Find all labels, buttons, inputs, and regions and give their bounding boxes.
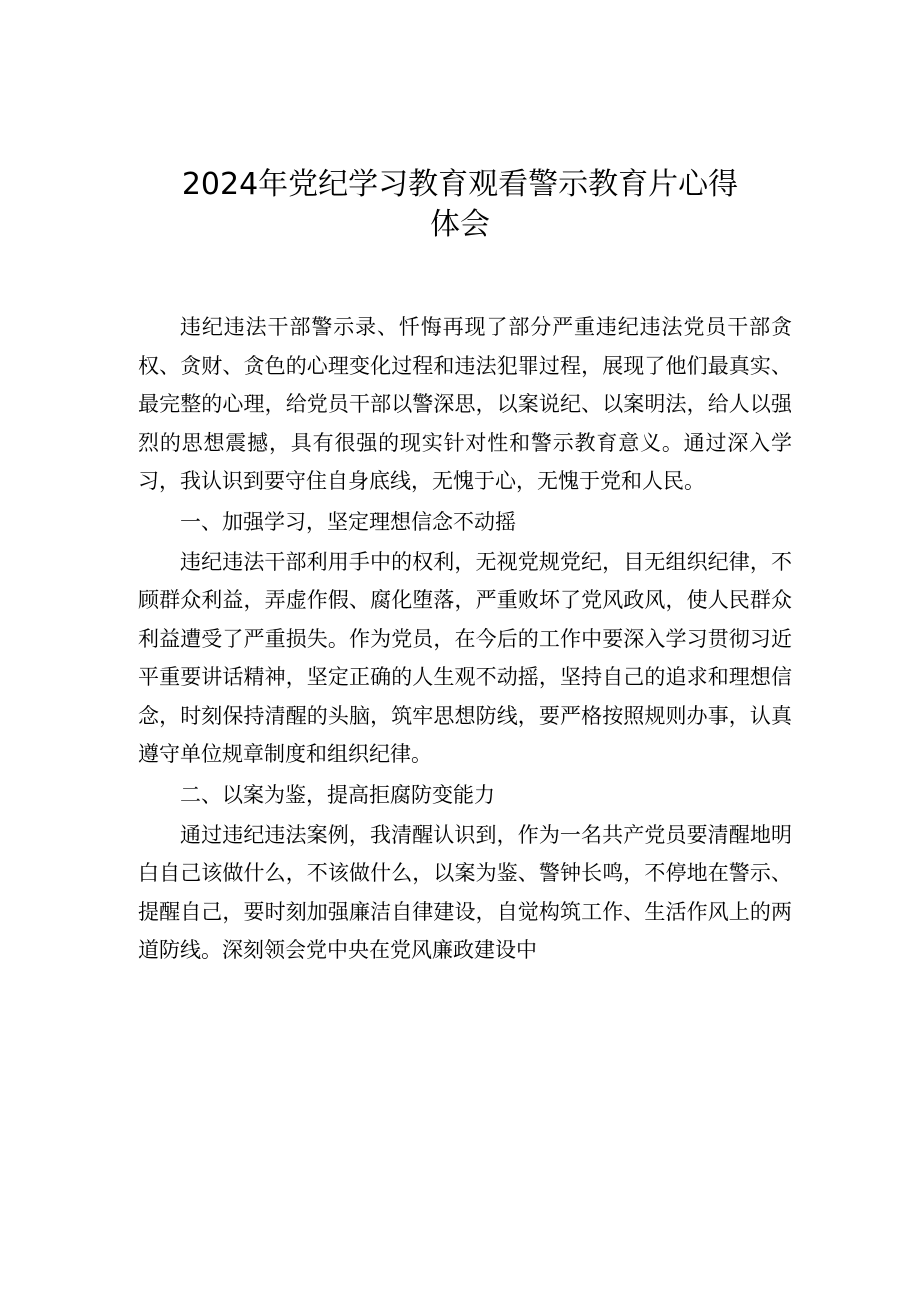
- section-1-paragraph: 违纪违法干部利用手中的权利，无视党规党纪，目无组织纪律，不顾群众利益，弄虚作假、腐化堕落，严重败坏了党风政风，使人民群众利益遭受了严重损失。作为党员，在今后的工作中要深入学习贯彻习近平重要讲话精神，坚定正确的人生观不动摇，坚持自己的追求和理想信念，时刻保持清醒的头脑，筑牢思想防线，要严格按照规则办事，认真遵守单位规章制度和组织纪律。: [138, 549, 792, 766]
- document-title: [120, 165, 800, 245]
- title-line-1: 2024年党纪学习教育观看警示教育片心得: [181, 167, 739, 202]
- intro-paragraph: 违纪违法干部警示录、忏悔再现了部分严重违纪违法党员干部贪权、贪财、贪色的心理变化过程和违法犯罪过程，展现了他们最真实、最完整的心理，给党员干部以警深思，以案说纪、以案明法，给人以强烈的思想震撼，具有很强的现实针对性和警示教育意义。通过深入学习，我认识到要守住自身底线，无愧于心，无愧于党和人民。: [138, 315, 792, 493]
- document-body: [138, 308, 792, 970]
- section-1-heading: 一、加强学习，坚定理想信念不动摇: [180, 509, 516, 534]
- section-2-paragraph: 通过违纪违法案例，我清醒认识到，作为一名共产党员要清醒地明白自己该做什么，不该做什么，以案为鉴、警钟长鸣，不停地在警示、提醒自己，要时刻加强廉洁自律建设，自觉构筑工作、生活作风上的两道防线。深刻领会党中央在党风廉政建设中: [138, 822, 792, 962]
- section-2-heading: 二、以案为鉴，提高拒腐防变能力: [180, 782, 495, 807]
- title-line-2: 体会: [430, 207, 490, 242]
